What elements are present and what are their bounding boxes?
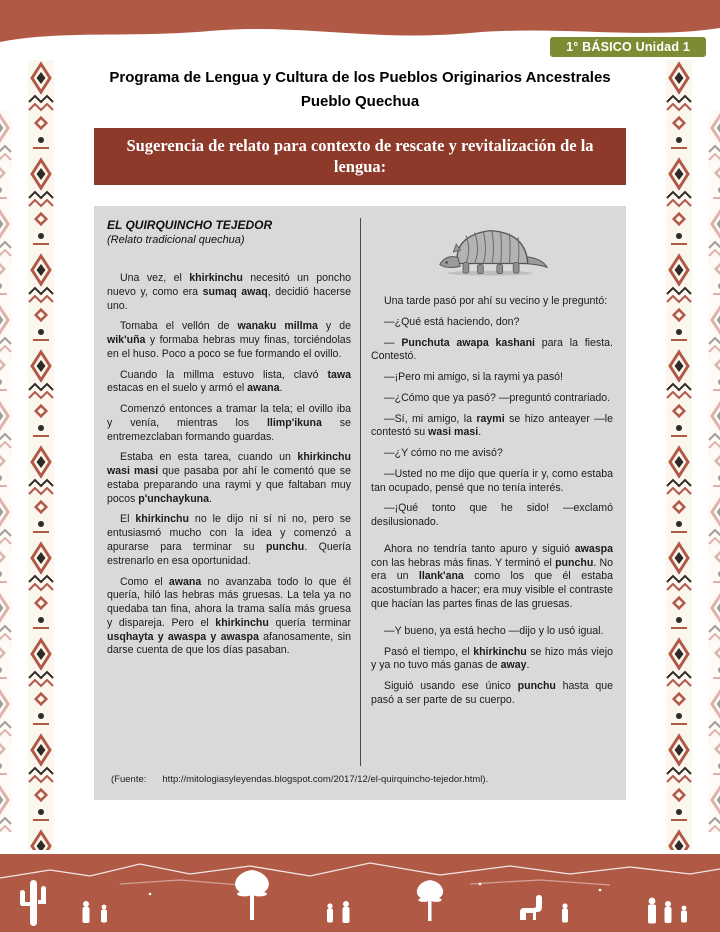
- story-paragraph: Ahora no tendría tanto apuro y siguió awaspa con las hebras más finas. Y terminó el punchu. No era un llank'ana como los que él estaba acostumbrado a hacer; era muy visible el contraste que hacían las partes finas de las gruesas.: [371, 542, 613, 611]
- left-edge-pattern-icon: [0, 110, 12, 832]
- story-paragraph: —¡Qué tonto que he sido! —exclamó desilusionado.: [371, 502, 613, 529]
- right-edge-pattern-icon: [708, 110, 720, 832]
- story-title: EL QUIRQUINCHO TEJEDOR: [107, 218, 273, 232]
- section-banner: Sugerencia de relato para contexto de rescate y revitalización de la lengua:: [94, 128, 626, 185]
- story-paragraph: —¿Qué está haciendo, don?: [384, 315, 520, 328]
- left-decorative-border-icon: [28, 60, 54, 850]
- armadillo-icon: [371, 220, 613, 283]
- source-label: (Fuente:: [111, 774, 147, 785]
- source-url: http://mitologiasyleyendas.blogspot.com/2017/12/el-quirquincho-tejedor.html).: [162, 774, 489, 785]
- story-column-left: [107, 218, 360, 766]
- source-line: [107, 774, 613, 785]
- unit-badge: 1° BÁSICO Unidad 1: [550, 37, 706, 57]
- story-paragraph: Una tarde pasó por ahí su vecino y le preguntó:: [384, 295, 608, 307]
- story-box: [94, 206, 626, 800]
- story-text-right: [371, 295, 613, 708]
- story-paragraph: —Sí, mi amigo, la raymi se hizo anteayer —le contestó su wasi masi.: [371, 412, 613, 439]
- story-paragraph: El khirkinchu no le dijo ni sí ni no, pero se entusiasmó mucho con la idea y comenzó a apurarse para terminar su punchu. Quería estrenarlo en esa oportunidad.: [107, 513, 351, 567]
- story-paragraph: Pasó el tiempo, el khirkinchu se hizo más viejo y ya no tuvo más ganas de away.: [371, 645, 613, 672]
- story-paragraph: —Usted no me dijo que quería ir y, como estaba tan ocupado, pensé que no tenía interés.: [371, 467, 613, 494]
- story-column-right: [360, 218, 613, 766]
- story-paragraph: Tomaba el vellón de wanaku millma y de wik'uña y formaba hebras muy finas, torciéndolas en el huso. Poco a poco se fue formando el ovillo.: [107, 320, 351, 360]
- story-paragraph: —Y bueno, ya está hecho —dijo y lo usó igual.: [384, 624, 604, 637]
- story-columns: [107, 218, 613, 766]
- story-paragraph: Como el awana no avanzaba todo lo que él quería, hiló las hebras más gruesas. La tela ya no quedaba tan fina, ahora la trama salía más gruesa y dispareja. Pero el khirkinchu quería terminar usqhayta y awaspa y awaspa afanosamente, sin darse cuenta de que los días pasaban.: [107, 575, 352, 657]
- right-decorative-border-icon: [666, 60, 692, 850]
- story-paragraph: —¿Y cómo no me avisó?: [384, 447, 503, 460]
- story-text-left: [107, 272, 351, 658]
- story-paragraph: Siguió usando ese único punchu hasta que pasó a ser parte de su cuerpo.: [371, 680, 613, 706]
- story-paragraph: —¿Cómo que ya pasó? —preguntó contrariado.: [384, 391, 611, 404]
- story-paragraph: Una vez, el khirkinchu necesitó un poncho nuevo y, como era sumaq awaq, decidió hacerse uno.: [107, 272, 351, 312]
- story-paragraph: —¡Pero mi amigo, si la raymi ya pasó!: [384, 371, 563, 384]
- story-paragraph: Estaba en esta tarea, cuando un khirkinchu wasi masi que pasaba por ahí le comentó que se estaba preparando una raymi y que faltaban muy pocos p'unchaykuna.: [107, 451, 351, 505]
- story-paragraph: — Punchuta awapa kashani para la fiesta. Contestó.: [371, 336, 613, 363]
- story-subtitle: (Relato tradicional quechua): [107, 234, 245, 246]
- program-title: [90, 66, 630, 114]
- program-title-line1: Programa de Lengua y Cultura de los Pueblos Originarios Ancestrales: [109, 69, 611, 86]
- program-title-line2: Pueblo Quechua: [300, 93, 420, 110]
- story-paragraph: Cuando la millma estuvo lista, clavó tawa estacas en el suelo y armó el awana.: [107, 368, 351, 395]
- footer-illustration-icon: [0, 854, 720, 932]
- story-paragraph: Comenzó entonces a tramar la tela; el ovillo iba y venía, mientras los llimp'ikuna se entremezclaban formando guardas.: [107, 403, 351, 443]
